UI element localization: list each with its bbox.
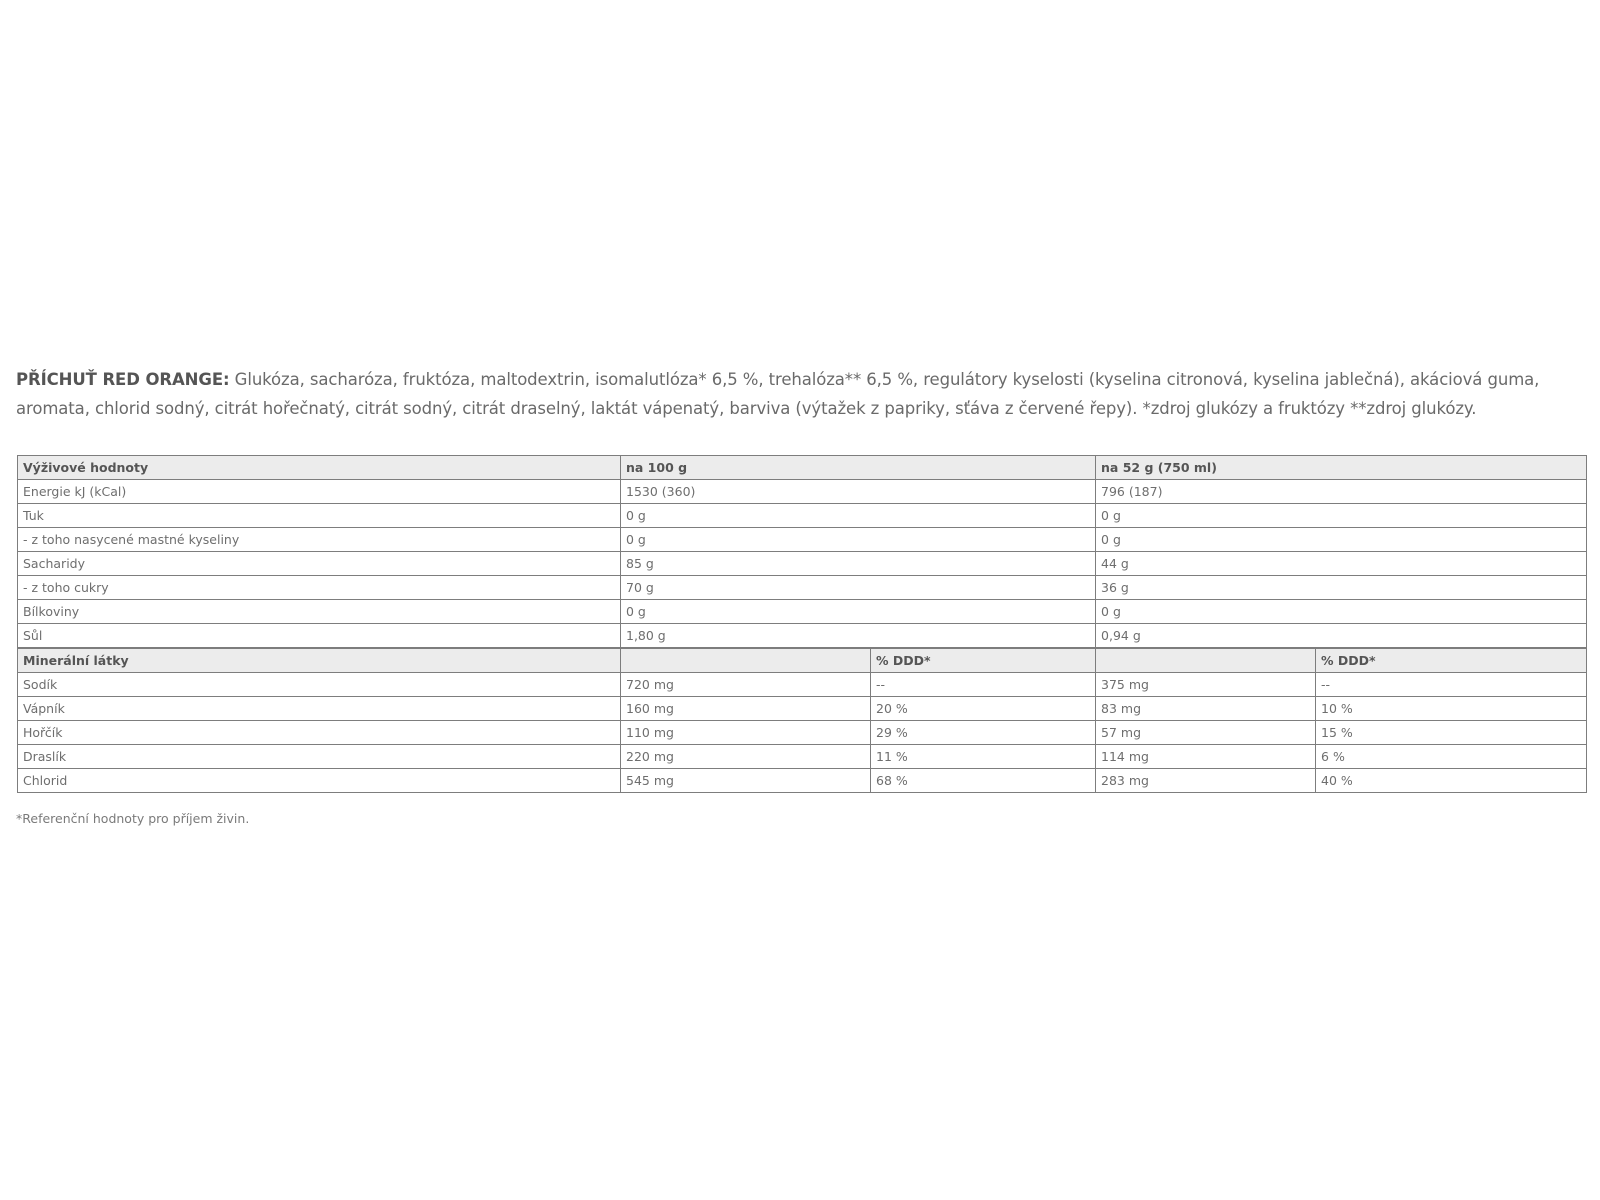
row-label: - z toho nasycené mastné kyseliny: [18, 528, 621, 552]
value-per-100g: 110 mg: [621, 721, 871, 745]
value-per-100g: 0 g: [621, 600, 1096, 624]
table-row: [18, 697, 1587, 721]
header-per-52g: na 52 g (750 ml): [1096, 456, 1587, 480]
ddd-per-100g: 11 %: [871, 745, 1096, 769]
value-per-100g: 0 g: [621, 504, 1096, 528]
value-per-52g: 796 (187): [1096, 480, 1587, 504]
table-row: [18, 576, 1587, 600]
row-label: Energie kJ (kCal): [18, 480, 621, 504]
nutrition-table: [17, 455, 1587, 793]
header-nutrition-values: Výživové hodnoty: [18, 456, 621, 480]
ddd-per-100g: 68 %: [871, 769, 1096, 793]
ddd-per-100g: 20 %: [871, 697, 1096, 721]
nutrition-header-row: [18, 456, 1587, 480]
value-per-100g: 720 mg: [621, 673, 871, 697]
table-row: [18, 745, 1587, 769]
ddd-per-52g: 10 %: [1316, 697, 1587, 721]
value-per-100g: 1,80 g: [621, 624, 1096, 649]
row-label: Chlorid: [18, 769, 621, 793]
table-row: [18, 480, 1587, 504]
ddd-per-52g: 40 %: [1316, 769, 1587, 793]
value-per-52g: 83 mg: [1096, 697, 1316, 721]
row-label: Sacharidy: [18, 552, 621, 576]
table-row: [18, 600, 1587, 624]
header-per-100g: na 100 g: [621, 456, 1096, 480]
row-label: Tuk: [18, 504, 621, 528]
value-per-100g: 220 mg: [621, 745, 871, 769]
flavor-label: PŘÍCHUŤ RED ORANGE:: [16, 370, 230, 389]
value-per-100g: 85 g: [621, 552, 1096, 576]
row-label: Hořčík: [18, 721, 621, 745]
table-row: [18, 673, 1587, 697]
row-label: Draslík: [18, 745, 621, 769]
header-minerals-per-52g: [1096, 648, 1316, 673]
header-ddd-52g: % DDD*: [1316, 648, 1587, 673]
row-label: - z toho cukry: [18, 576, 621, 600]
row-label: Sůl: [18, 624, 621, 649]
ddd-per-52g: 6 %: [1316, 745, 1587, 769]
value-per-52g: 0 g: [1096, 504, 1587, 528]
row-label: Vápník: [18, 697, 621, 721]
value-per-52g: 44 g: [1096, 552, 1587, 576]
minerals-header-row: [18, 648, 1587, 673]
value-per-52g: 375 mg: [1096, 673, 1316, 697]
ingredients-text: Glukóza, sacharóza, fruktóza, maltodextrin, isomalutlóza* 6,5 %, trehalóza** 6,5 %, regulátory kyselosti (kyselina citronová, kyselina jablečná), akáciová guma, aromata, chlorid sodný, citrát hořečnatý, citrát sodný, citrát draselný, laktát vápenatý, barviva (výtažek z papriky, sťáva z červené řepy). *zdroj glukózy a fruktózy **zdroj glukózy.: [16, 370, 1540, 418]
value-per-52g: 36 g: [1096, 576, 1587, 600]
value-per-52g: 283 mg: [1096, 769, 1316, 793]
value-per-100g: 1530 (360): [621, 480, 1096, 504]
header-minerals-per-100g: [621, 648, 871, 673]
table-row: [18, 624, 1587, 649]
table-row: [18, 552, 1587, 576]
ddd-per-52g: 15 %: [1316, 721, 1587, 745]
value-per-52g: 0 g: [1096, 600, 1587, 624]
ddd-per-100g: 29 %: [871, 721, 1096, 745]
header-ddd-100g: % DDD*: [871, 648, 1096, 673]
table-row: [18, 504, 1587, 528]
ddd-per-100g: --: [871, 673, 1096, 697]
value-per-100g: 0 g: [621, 528, 1096, 552]
value-per-52g: 114 mg: [1096, 745, 1316, 769]
value-per-52g: 0,94 g: [1096, 624, 1587, 649]
ddd-per-52g: --: [1316, 673, 1587, 697]
value-per-100g: 160 mg: [621, 697, 871, 721]
ingredients-paragraph: [16, 365, 1586, 423]
value-per-52g: 57 mg: [1096, 721, 1316, 745]
header-minerals: Minerální látky: [18, 648, 621, 673]
table-row: [18, 769, 1587, 793]
row-label: Sodík: [18, 673, 621, 697]
row-label: Bílkoviny: [18, 600, 621, 624]
value-per-100g: 70 g: [621, 576, 1096, 600]
table-row: [18, 528, 1587, 552]
value-per-100g: 545 mg: [621, 769, 871, 793]
value-per-52g: 0 g: [1096, 528, 1587, 552]
table-row: [18, 721, 1587, 745]
footnote: *Referenční hodnoty pro příjem živin.: [16, 811, 250, 826]
